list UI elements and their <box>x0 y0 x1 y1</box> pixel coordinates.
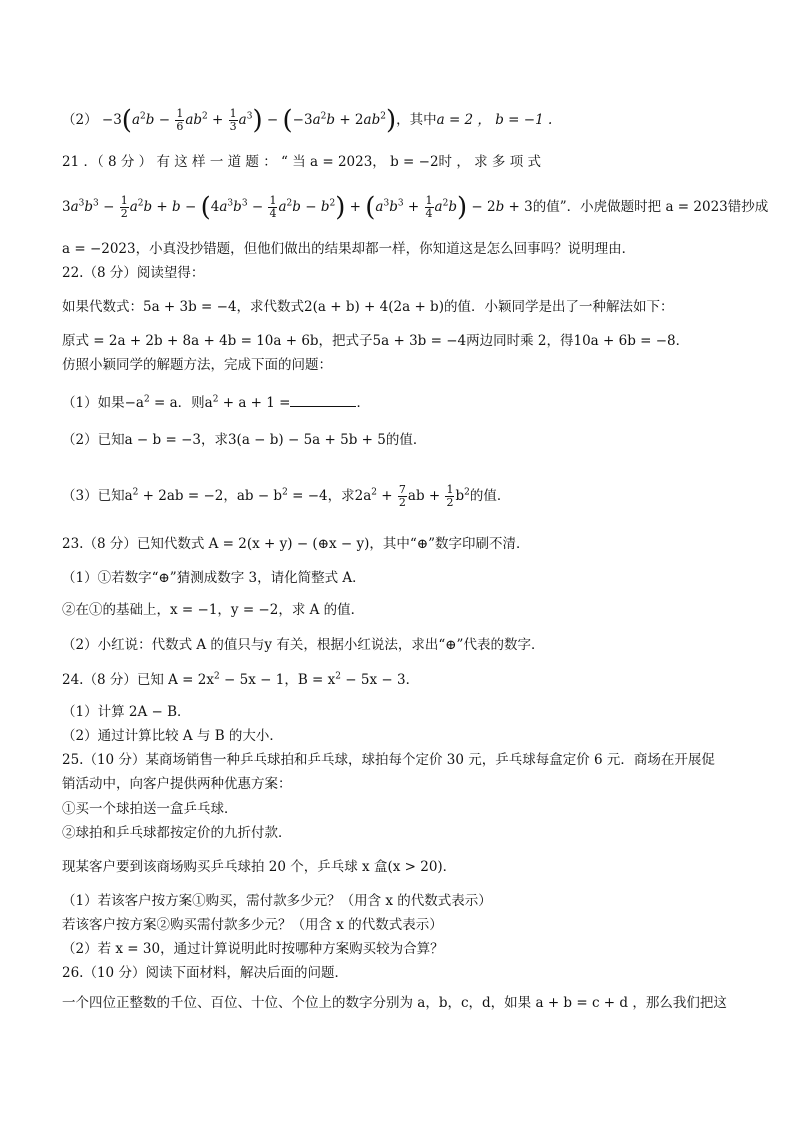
q26-line1: 一个四位正整数的千位、百位、十位、个位上的数字分别为 a，b，c，d，如果 a + b = c + d ，那么我们把这 <box>62 995 727 1011</box>
q21-line2 <box>62 192 769 223</box>
q22-p3g: 的值． <box>469 488 511 504</box>
q24-headc: − 5x − 3． <box>340 672 420 688</box>
q22-p1c: + a + 1 = <box>218 395 291 411</box>
q20-part2-label: （2） <box>62 112 98 128</box>
q25-line1: 25.（10 分）某商场销售一种乒乓球拍和乒乓球，球拍每个定价 30 元，乒乓球每盒定价 6 元．商场在开展促 <box>62 752 715 768</box>
q24-heada: 24.（8 分）已知 A = 2x <box>62 672 214 688</box>
q23-part1b: ②在①的基础上，x = −1，y = −2，求 A 的值． <box>62 602 365 618</box>
q22-p3a: （3）已知a <box>62 488 133 504</box>
q20-part2-tail: ，其中 <box>396 112 437 128</box>
q23-head: 23.（8 分）已知代数式 A = 2(x + y) − (⊕x − y)，其中“⊕”数字印刷不清． <box>62 536 530 552</box>
q21-line3: a = −2023，小真没抄错题，但他们做出的结果却都一样，你知道这是怎么回事吗？说明理由． <box>62 241 636 257</box>
q21-polynomial: $3a^3b^3$ − $\frac{1}{2}$ $a^2b + b - (4a^3b^3$ − $\frac{1}{4}$ $a^2b - b^2) + (a^3b^3$ + $\frac{1}{4}$ $a^2b) - 2b + 3$ <box>62 192 533 223</box>
q25-option1: ①买一个球拍送一盒乒乓球． <box>62 801 238 817</box>
q23-part1: （1）①若数字“⊕”猜测成数字 3，请化简整式 A． <box>62 570 366 586</box>
q22-head: 22.（8 分）阅读望得： <box>62 265 205 281</box>
q24-part1: （1）计算 2A − B． <box>62 704 191 720</box>
q22-p1a: （1）如果−a <box>62 395 144 411</box>
q24-head: 24.（8 分）已知 $A = 2x^2 - 5x - 1$，$B = x^2 - 5x - 3$． <box>62 671 420 688</box>
q21-line1 <box>62 153 734 171</box>
q22-part2: （2）已知a − b = −3，求3(a − b) − 5a + 5b + 5的值． <box>62 432 427 448</box>
q25-purchase: 现某客户要到该商场购买乒乓球拍 20 个，乒乓球 x 盒(x > 20)． <box>62 859 457 875</box>
q21-miscopy: a = 2023错抄成 <box>665 199 769 215</box>
q25-part1b: 若该客户按方案②购买需付款多少元？（用含 x 的代数式表示） <box>62 917 443 933</box>
q20-part2-expression: $-3(a^2b$ − $\frac{1}{6}$ $ab^2$ + $\frac{1}{3}$ $a^3) - (-3a^2b + 2ab^2)$ <box>101 105 397 136</box>
fraction-1-2: $\frac{1}{2}$ <box>446 483 454 509</box>
q20-part2-condition: a = 2 ， b = −1 . <box>436 112 553 128</box>
q21-condition: a = 2023， b = −2时 ， 求 多 项 式 <box>310 154 541 170</box>
answer-blank[interactable] <box>290 394 356 407</box>
q21-head: 21 ．（ 8 分 ） 有 这 样 一 道 题 ： “ 当 <box>62 154 310 170</box>
q22-solution: 原式 = 2a + 2b + 8a + 4b = 10a + 6b，把式子5a + 3b = −4两边同时乘 2，得10a + 6b = −8． <box>62 333 690 349</box>
q25-part2: （2）若 x = 30，通过计算说明此时按哪种方案购买较为合算？ <box>62 941 444 957</box>
q22-part3: （3）已知$a^2 + 2ab = -2$，ab − $b^2 = -4$，求$2a^2$ + $\frac{7}{2}$ ab + $\frac{1}{2}$ $b^2$的值． <box>62 483 511 509</box>
q24-part2: （2）通过计算比较 A 与 B 的大小． <box>62 728 283 744</box>
q22-p3c: = −4，求2a <box>287 488 372 504</box>
q21-tail: 的值”．小虎做题时把 <box>532 199 662 215</box>
q25-line2: 销活动中，向客户提供两种优惠方案： <box>62 776 292 792</box>
fraction-7-2: $\frac{7}{2}$ <box>398 483 406 509</box>
q22-p3e: ab + <box>407 488 445 504</box>
q25-option2: ②球拍和乒乓球都按定价的九折付款． <box>62 825 292 841</box>
q20-part2 <box>62 105 734 136</box>
q22-p3d: + <box>376 488 397 504</box>
q25-part1: （1）若该客户按方案①购买，需付款多少元？（用含 x 的代数式表示） <box>62 893 492 909</box>
q22-p3f: b <box>455 488 465 504</box>
q23-part2: （2）小红说：代数式 A 的值只与y 有关，根据小红说法，求出“⊕”代表的数字． <box>62 637 545 653</box>
q22-p1b: = a．则a <box>149 395 213 411</box>
q22-intro: 如果代数式：5a + 3b = −4，求代数式2(a + b) + 4(2a + b)的值．小颖同学是出了一种解法如下： <box>62 299 674 315</box>
q22-instruction: 仿照小颖同学的解题方法，完成下面的问题： <box>62 357 332 373</box>
q22-p3b: + 2ab = −2，ab − b <box>138 488 283 504</box>
q24-headb: − 5x − 1，B = x <box>219 672 336 688</box>
q26-head: 26.（10 分）阅读下面材料，解决后面的问题． <box>62 965 348 981</box>
q22-p1d: ． <box>356 395 370 411</box>
q22-part1: （1）如果$-a^2 = a$．则$a^2 + a + 1$ = ． <box>62 394 370 411</box>
